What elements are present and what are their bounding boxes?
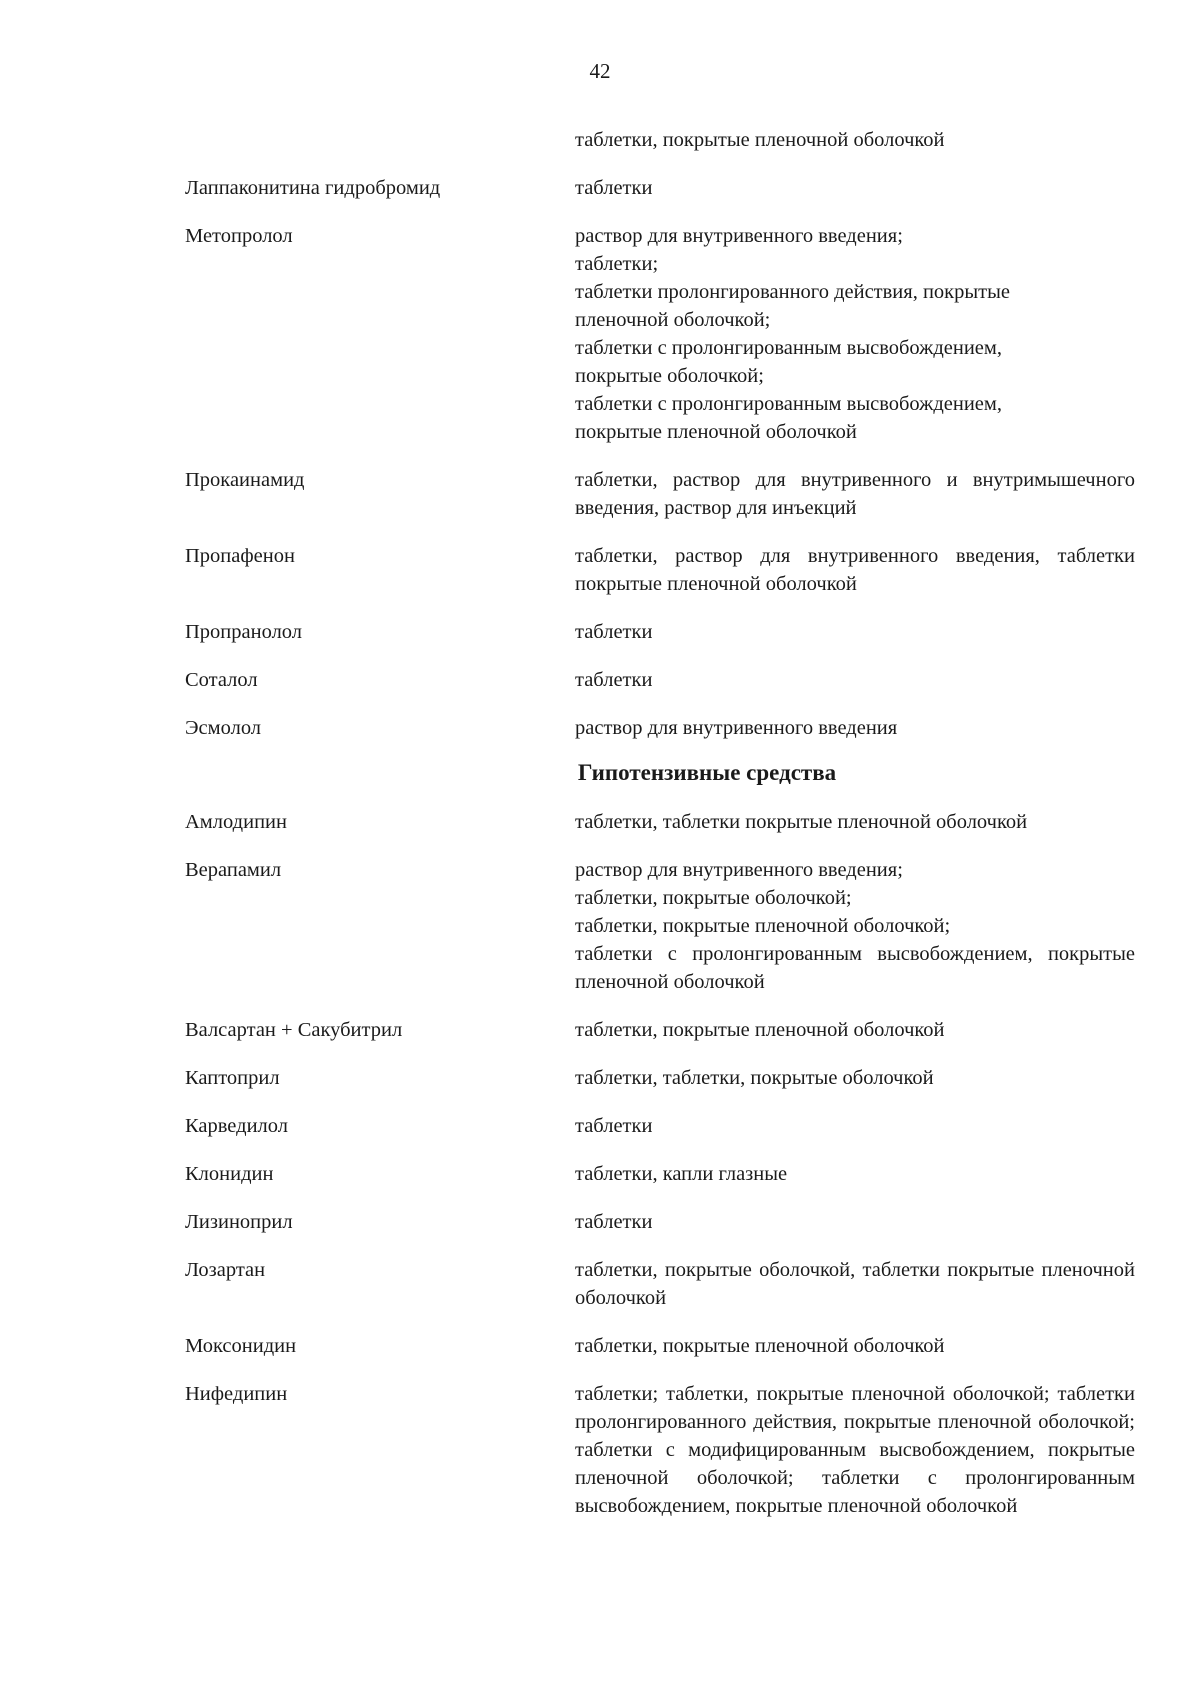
dosage-form-line: таблетки с пролонгированным высвобождением, — [575, 337, 1002, 359]
drug-entry — [185, 222, 1135, 446]
drug-entry — [185, 466, 1135, 522]
drug-name: Пропранолол — [185, 621, 303, 643]
drug-entry — [185, 666, 1135, 694]
dosage-forms — [575, 714, 1135, 742]
page-number: 42 — [589, 59, 611, 83]
dosage-forms — [575, 1016, 1135, 1044]
dosage-forms — [575, 1208, 1135, 1236]
drug-name: Пропафенон — [185, 545, 295, 567]
dosage-forms — [575, 1256, 1135, 1312]
drug-name: Каптоприл — [185, 1067, 280, 1089]
drug-entry — [185, 1256, 1135, 1312]
dosage-form-line: таблетки, покрытые пленочной оболочкой — [575, 1335, 945, 1357]
dosage-forms — [575, 808, 1135, 836]
dosage-forms — [575, 222, 1135, 446]
dosage-forms — [575, 618, 1135, 646]
drug-list — [185, 126, 1135, 1540]
drug-name: Верапамил — [185, 859, 282, 881]
drug-entry — [185, 542, 1135, 598]
dosage-forms — [575, 126, 1135, 154]
drug-name: Карведилол — [185, 1115, 288, 1137]
drug-entry — [185, 1016, 1135, 1044]
drug-list-part-2 — [185, 808, 1135, 1520]
dosage-form-line: покрытые оболочкой; — [575, 365, 764, 387]
drug-entry — [185, 618, 1135, 646]
dosage-form-line: таблетки — [575, 177, 653, 199]
drug-name: Эсмолол — [185, 717, 262, 739]
drug-name: Метопролол — [185, 225, 293, 247]
drug-name: Лизиноприл — [185, 1211, 293, 1233]
dosage-form-line: таблетки, раствор для внутривенного введения, таблетки покрытые пленочной оболочкой — [575, 545, 1135, 595]
dosage-form-line: таблетки — [575, 669, 653, 691]
drug-entry — [185, 1112, 1135, 1140]
drug-name: Прокаинамид — [185, 469, 305, 491]
dosage-form-line: таблетки с пролонгированным высвобождением, — [575, 393, 1002, 415]
dosage-form-line: таблетки; таблетки, покрытые пленочной оболочкой; таблетки пролонгированного действия, покрытые пленочной оболочкой; таблетки с модифицированным высвобождением, покрытые пленочной оболочкой; таблетки с пролонгированным высвобождением, покрытые пленочной оболочкой — [575, 1383, 1135, 1517]
drug-entry — [185, 856, 1135, 996]
drug-name — [185, 126, 575, 154]
dosage-form-line: таблетки; — [575, 253, 659, 275]
dosage-form-line: таблетки, покрытые пленочной оболочкой — [575, 1019, 945, 1041]
dosage-forms — [575, 174, 1135, 202]
drug-list-part-1 — [185, 126, 1135, 742]
dosage-form-line: таблетки с пролонгированным высвобождением, покрытые пленочной оболочкой — [575, 943, 1135, 993]
drug-entry — [185, 714, 1135, 742]
drug-name: Лаппаконитина гидробромид — [185, 177, 441, 199]
dosage-form-line: таблетки — [575, 1115, 653, 1137]
drug-name: Валсартан + Сакубитрил — [185, 1019, 403, 1041]
dosage-forms — [575, 1112, 1135, 1140]
section-title: Гипотензивные средства — [577, 760, 837, 785]
dosage-form-line: таблетки, покрытые пленочной оболочкой — [575, 129, 945, 151]
dosage-form-line: таблетки, капли глазные — [575, 1163, 788, 1185]
dosage-form-line: раствор для внутривенного введения — [575, 717, 898, 739]
dosage-forms — [575, 542, 1135, 598]
drug-entry — [185, 1064, 1135, 1092]
dosage-form-line: покрытые пленочной оболочкой — [575, 421, 857, 443]
dosage-forms — [575, 666, 1135, 694]
dosage-form-line: таблетки, раствор для внутривенного и внутримышечного введения, раствор для инъекций — [575, 469, 1135, 519]
dosage-form-line: таблетки, покрытые оболочкой; — [575, 887, 852, 909]
dosage-form-line: раствор для внутривенного введения; — [575, 859, 903, 881]
drug-entry — [185, 1160, 1135, 1188]
drug-entry — [185, 174, 1135, 202]
dosage-form-line: таблетки, покрытые пленочной оболочкой; — [575, 915, 951, 937]
dosage-form-line: таблетки, покрытые оболочкой, таблетки покрытые пленочной оболочкой — [575, 1259, 1135, 1309]
dosage-form-line: таблетки, таблетки, покрытые оболочкой — [575, 1067, 934, 1089]
drug-name: Нифедипин — [185, 1383, 288, 1405]
dosage-forms — [575, 856, 1135, 996]
drug-entry — [185, 808, 1135, 836]
dosage-form-line: пленочной оболочкой; — [575, 309, 771, 331]
dosage-forms — [575, 1380, 1135, 1520]
dosage-forms — [575, 1064, 1135, 1092]
drug-entry — [185, 126, 1135, 154]
drug-name: Клонидин — [185, 1163, 274, 1185]
dosage-form-line: таблетки, таблетки покрытые пленочной оболочкой — [575, 811, 1028, 833]
drug-name: Амлодипин — [185, 811, 287, 833]
dosage-forms — [575, 466, 1135, 522]
drug-entry — [185, 1380, 1135, 1520]
drug-name: Моксонидин — [185, 1335, 297, 1357]
dosage-forms — [575, 1332, 1135, 1360]
dosage-form-line: таблетки — [575, 621, 653, 643]
drug-name: Соталол — [185, 669, 258, 691]
drug-entry — [185, 1208, 1135, 1236]
dosage-forms — [575, 1160, 1135, 1188]
drug-entry — [185, 1332, 1135, 1360]
dosage-form-line: раствор для внутривенного введения; — [575, 225, 903, 247]
dosage-form-line: таблетки — [575, 1211, 653, 1233]
dosage-form-line: таблетки пролонгированного действия, покрытые — [575, 281, 1010, 303]
drug-name: Лозартан — [185, 1259, 266, 1281]
